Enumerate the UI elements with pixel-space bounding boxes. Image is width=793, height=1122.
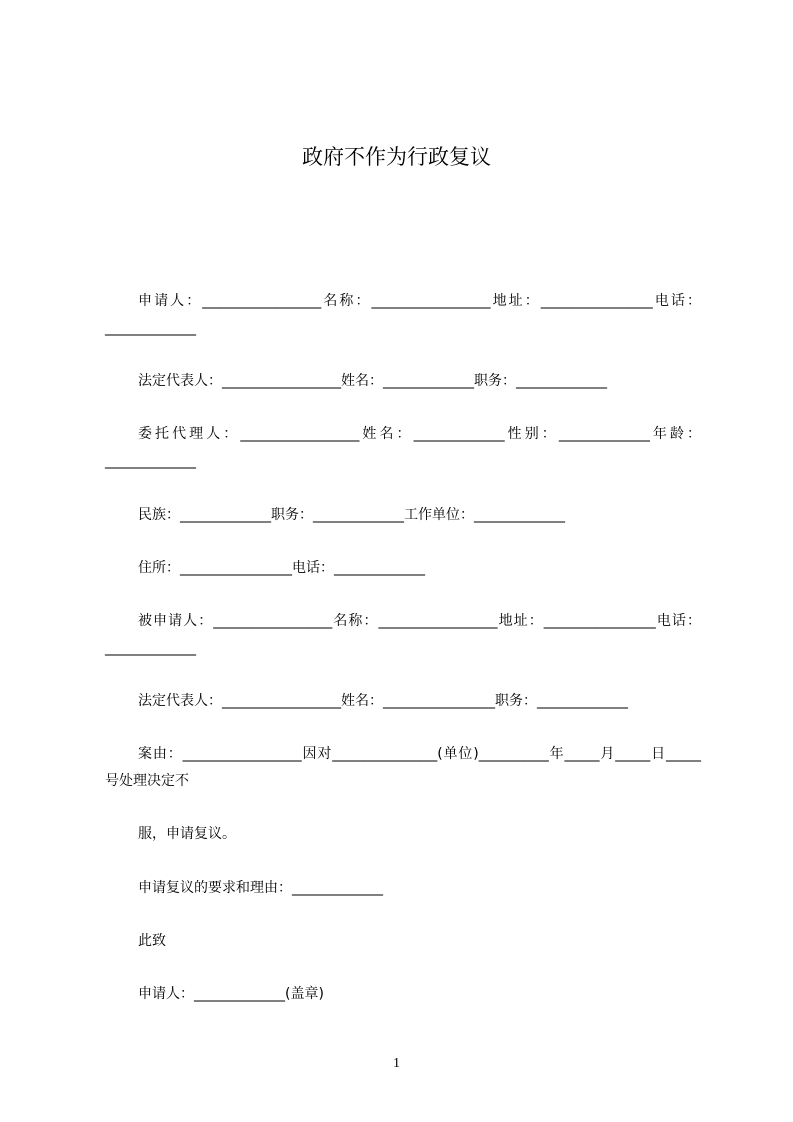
respondent-line: 被申请人：_________________名称：_________________地址：________________电话：_____________ — [105, 613, 701, 656]
requirements-and-reasons-line: 申请复议的要求和理由：_____________ — [138, 880, 383, 896]
agent-line: 委托代理人：_________________姓名：_____________性别：_____________年龄：_____________ — [105, 426, 701, 469]
legal-representative-line: 法定代表人：_________________姓名：_____________职务：_____________ — [138, 373, 607, 389]
applicant-line: 申请人：_________________名称：_________________地址：________________电话：_____________ — [105, 293, 701, 336]
review-request-line: 服，申请复议。 — [138, 826, 236, 842]
signature-line: 申请人：_____________(盖章) — [138, 986, 324, 1002]
ethnicity-line: 民族：_____________职务：_____________工作单位：_____________ — [138, 507, 565, 523]
residence-line: 住所：________________电话：_____________ — [138, 560, 425, 576]
page-number: 1 — [393, 1056, 400, 1071]
case-cause-line: 案由：_________________因对_______________(单位)__________年_____月_____日_____号处理决定不 — [105, 746, 701, 789]
page-title: 政府不作为行政复议 — [302, 145, 491, 169]
respondent-legal-representative-line: 法定代表人：_________________姓名：________________职务：_____________ — [138, 693, 628, 709]
salutation-line: 此致 — [138, 933, 166, 949]
